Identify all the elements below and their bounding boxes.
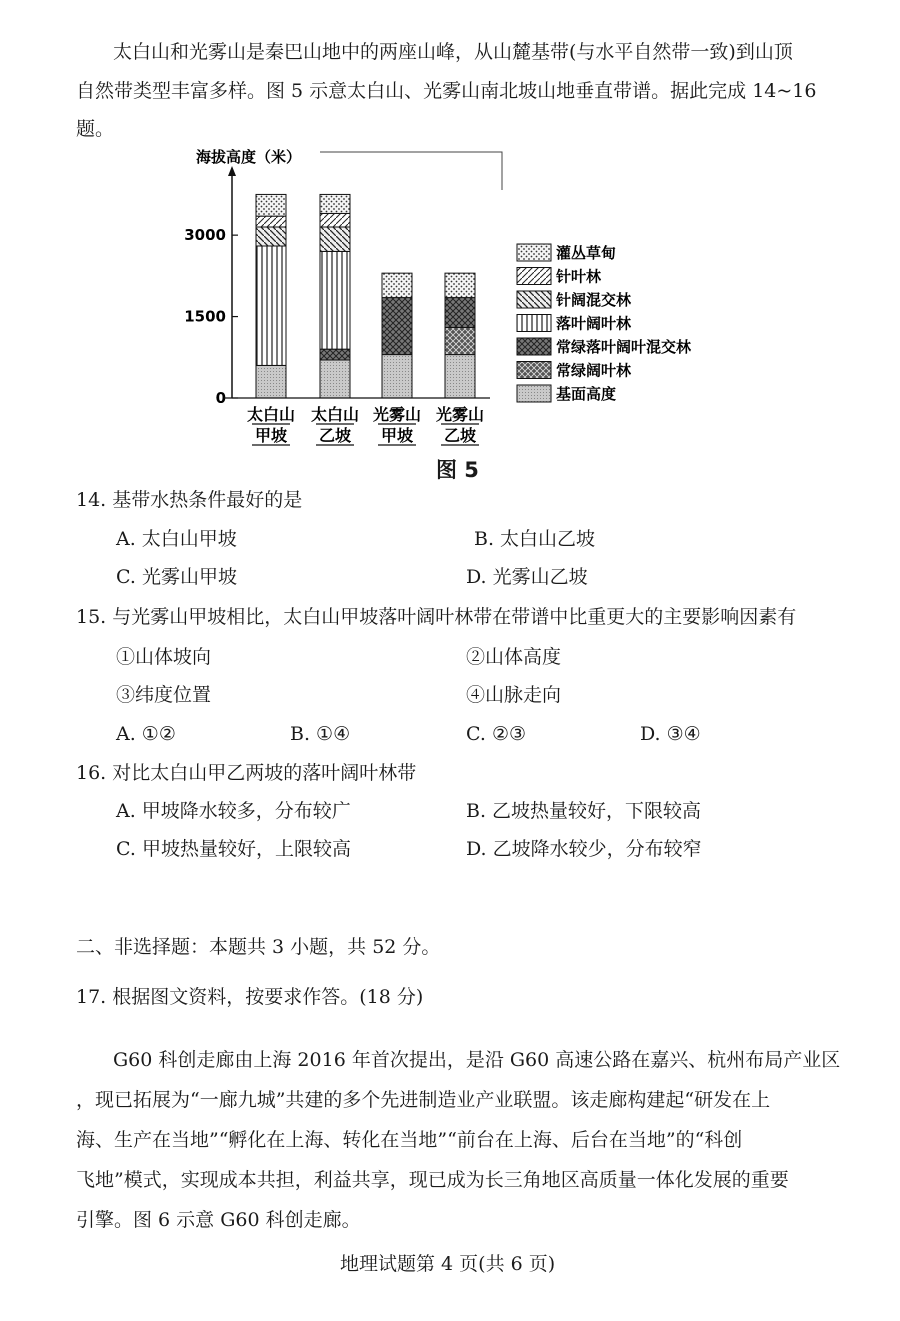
q17-paragraph-line-5: 引擎。图 6 示意 G60 科创走廊。	[76, 1209, 361, 1231]
legend-swatch-shrub	[517, 244, 551, 261]
bar-segment-base	[256, 365, 286, 398]
q14-option-a: A. 太白山甲坡	[116, 528, 237, 550]
legend-label: 针叶林	[556, 267, 602, 286]
q15-item-2: ②山体高度	[466, 646, 562, 668]
bar-segment-conifer-broad	[256, 227, 286, 246]
figure-caption: 图 5	[436, 458, 479, 482]
q17-paragraph-line-3: 海、生产在当地”“孵化在上海、转化在当地”“前台在上海、后台在当地”的“科创	[76, 1129, 743, 1151]
x-tick-label: 太白山	[246, 405, 296, 424]
intro-line-1: 太白山和光雾山是秦巴山地中的两座山峰，从山麓基带(与水平自然带一致)到山顶	[113, 41, 793, 63]
legend-swatch-base	[517, 385, 551, 402]
q17-paragraph-line-4: 飞地”模式，实现成本共担，利益共享，现已成为长三角地区高质量一体化发展的重要	[76, 1169, 789, 1191]
bar-segment-base	[445, 355, 475, 398]
bar-segment-conifer	[320, 213, 350, 227]
x-tick-label: 太白山	[310, 405, 360, 424]
bar-segment-deciduous	[320, 251, 350, 349]
q17-paragraph-line-2: ，现已拓展为“一廊九城”共建的多个先进制造业产业联盟。该走廊构建起“研发在上	[76, 1089, 771, 1111]
bar-segment-shrub	[256, 194, 286, 216]
vertical-zonation-chart	[180, 140, 740, 480]
q16-option-c: C. 甲坡热量较好，上限较高	[116, 838, 351, 860]
y-tick-label: 0	[215, 389, 226, 407]
intro-line-2: 自然带类型丰富多样。图 5 示意太白山、光雾山南北坡山地垂直带谱。据此完成 14~16	[76, 80, 817, 102]
bar-segment-mixed-broad	[445, 298, 475, 328]
q17-stem: 17. 根据图文资料，按要求作答。(18 分)	[76, 986, 424, 1008]
intro-line-3: 题。	[76, 118, 115, 140]
legend-swatch-evergreen	[517, 362, 551, 379]
q15-item-4: ④山脉走向	[466, 684, 562, 706]
bar-segment-base	[382, 355, 412, 398]
y-tick-label: 3000	[184, 226, 226, 245]
legend-label: 落叶阔叶林	[556, 314, 632, 333]
q15-option-b: B. ①④	[290, 723, 351, 745]
x-tick-label: 甲坡	[254, 426, 288, 445]
q14-stem: 14. 基带水热条件最好的是	[76, 489, 303, 511]
section-heading: 二、非选择题：本题共 3 小题，共 52 分。	[76, 936, 441, 958]
legend-label: 灌丛草甸	[556, 244, 617, 262]
q14-option-d: D. 光雾山乙坡	[466, 566, 588, 588]
x-tick-label: 乙坡	[318, 426, 352, 445]
y-axis-title: 海拔高度（米）	[196, 148, 302, 166]
bar-segment-mixed-broad	[320, 349, 350, 360]
bar-segment-conifer	[256, 216, 286, 227]
legend-swatch-conifer-broad	[517, 291, 551, 308]
legend-swatch-mixed-broad	[517, 338, 551, 355]
q16-option-a: A. 甲坡降水较多，分布较广	[116, 800, 351, 822]
y-tick-label: 1500	[184, 307, 226, 326]
bar-segment-base	[320, 360, 350, 398]
q15-item-3: ③纬度位置	[116, 684, 212, 706]
legend-label: 常绿落叶阔叶混交林	[556, 338, 692, 356]
legend-swatch-deciduous	[517, 315, 551, 332]
legend-swatch-conifer	[517, 268, 551, 285]
x-tick-label: 光雾山	[372, 405, 422, 424]
q14-option-b: B. 太白山乙坡	[474, 528, 596, 550]
legend-label: 基面高度	[556, 385, 617, 403]
q17-paragraph-line-1: G60 科创走廊由上海 2016 年首次提出，是沿 G60 高速公路在嘉兴、杭州布局产业区	[113, 1049, 841, 1071]
bar-segment-mixed-broad	[382, 298, 412, 355]
q16-option-d: D. 乙坡降水较少，分布较窄	[466, 838, 702, 860]
bar-segment-evergreen	[445, 327, 475, 354]
bar-segment-shrub	[445, 273, 475, 297]
q15-option-d: D. ③④	[640, 723, 701, 745]
q16-option-b: B. 乙坡热量较好，下限较高	[466, 800, 702, 822]
x-tick-label: 光雾山	[435, 405, 485, 424]
bar-segment-shrub	[382, 273, 412, 297]
q15-item-1: ①山体坡向	[116, 646, 212, 668]
y-axis-arrow-icon	[228, 166, 236, 176]
bar-segment-deciduous	[256, 246, 286, 365]
x-tick-label: 甲坡	[380, 426, 414, 445]
q15-stem: 15. 与光雾山甲坡相比，太白山甲坡落叶阔叶林带在带谱中比重更大的主要影响因素有	[76, 606, 797, 628]
x-tick-label: 乙坡	[443, 426, 477, 445]
q16-stem: 16. 对比太白山甲乙两坡的落叶阔叶林带	[76, 762, 417, 784]
q14-option-c: C. 光雾山甲坡	[116, 566, 237, 588]
bar-segment-conifer-broad	[320, 227, 350, 251]
legend-label: 针阔混交林	[556, 291, 632, 309]
legend-label: 常绿阔叶林	[556, 361, 632, 380]
q15-option-a: A. ①②	[116, 723, 176, 745]
page-footer: 地理试题第 4 页(共 6 页)	[340, 1253, 556, 1275]
q15-option-c: C. ②③	[466, 723, 527, 745]
bar-segment-shrub	[320, 194, 350, 213]
